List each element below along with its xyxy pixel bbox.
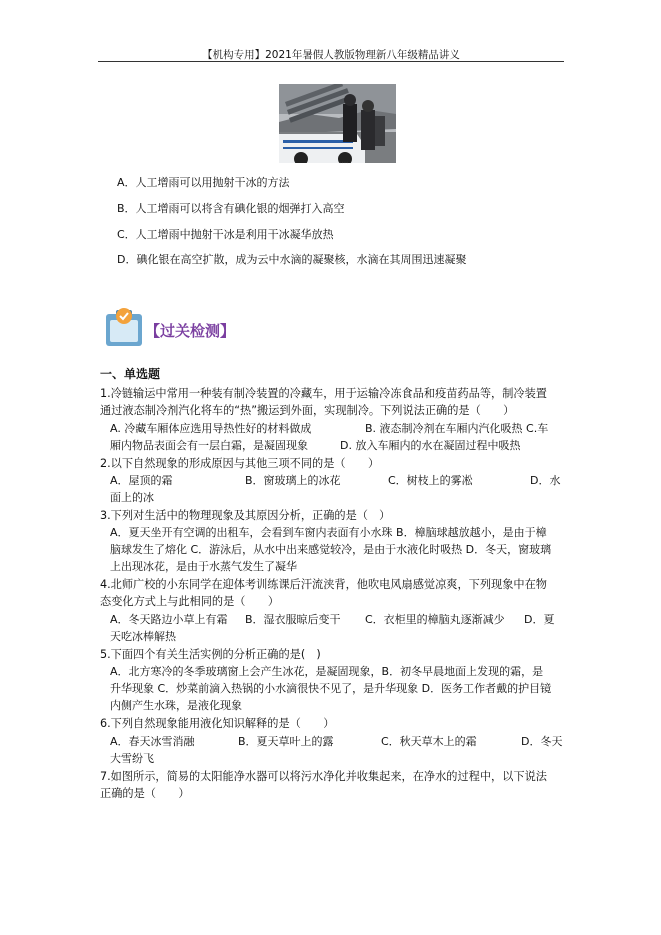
- q3-options-line-3: 上出现冰花，是由于水蒸气发生了凝华: [110, 560, 297, 573]
- option-a: A．人工增雨可以用抛射干冰的方法: [117, 176, 290, 189]
- q5-options-line-1: A．北方寒冷的冬季玻璃窗上会产生冰花，是凝固现象，B．初冬早晨地面上发现的霜，是: [110, 665, 544, 678]
- question-1-line-1: 1.冷链输运中常用一种装有制冷装置的冷藏车，用于运输冷冻食品和疫苗药品等，制冷装置: [100, 387, 547, 400]
- question-6: 6.下列自然现象能用液化知识解释的是（ ）: [100, 717, 335, 730]
- q2-option-a: A．屋顶的霜: [110, 474, 173, 487]
- q2-option-d-cont: 面上的冰: [110, 491, 154, 504]
- question-2: 2.以下自然现象的形成原因与其他三项不同的是（ ）: [100, 457, 380, 470]
- question-4-line-2: 态变化方式上与此相同的是（ ）: [100, 595, 280, 608]
- q1-option-c: 厢内物品表面会有一层白霜，是凝固现象: [110, 439, 308, 452]
- section-title: 一、单选题: [100, 367, 161, 381]
- option-b: B．人工增雨可以将含有碘化银的烟弹打入高空: [117, 202, 345, 215]
- q4-option-d: D．夏: [524, 613, 555, 626]
- q4-option-a: A．冬天路边小草上有霜: [110, 613, 228, 626]
- q2-option-c: C．树枝上的雾凇: [388, 474, 473, 487]
- q6-option-d-cont: 大雪纷飞: [110, 752, 154, 765]
- question-7-line-1: 7.如图所示，简易的太阳能净水器可以将污水净化并收集起来，在净水的过程中，以下说法: [100, 770, 547, 783]
- question-7-line-2: 正确的是（ ）: [100, 787, 190, 800]
- q1-option-a: A. 冷藏车厢体应选用导热性好的材料做成: [110, 422, 312, 435]
- question-1-line-2: 通过液态制冷剂汽化将车的“热”搬运到外面，实现制冷。下列说法正确的是（ ）: [100, 404, 515, 417]
- option-c: C．人工增雨中抛射干冰是利用干冰凝华放热: [117, 228, 334, 241]
- q1-option-b: B. 液态制冷剂在车厢内汽化吸热 C.车: [365, 422, 549, 435]
- q6-option-b: B．夏天草叶上的露: [238, 735, 334, 748]
- q3-options-line-1: A．夏天坐开有空调的出租车，会看到车窗内表面有小水珠 B．樟脑球越放越小，是由于樟: [110, 526, 547, 539]
- option-d: D．碘化银在高空扩散，成为云中水滴的凝聚核，水滴在其周围迅速凝聚: [117, 253, 467, 266]
- rain-rocket-photo: [279, 84, 396, 163]
- q4-option-c: C．衣柜里的樟脑丸逐渐减少: [365, 613, 505, 626]
- q3-options-line-2: 脑球发生了熔化 C．游泳后，从水中出来感觉较冷，是由于水液化时吸热 D．冬天，窗玻璃: [110, 543, 552, 556]
- q4-option-d-cont: 天吃冰棒解热: [110, 630, 176, 643]
- page-header: 【机构专用】2021年暑假人教版物理新八年级精品讲义: [202, 49, 460, 61]
- clipboard-check-icon: [104, 306, 144, 348]
- q1-option-d: D. 放入车厢内的水在凝固过程中吸热: [340, 439, 521, 452]
- question-3: 3.下列对生活中的物理现象及其原因分析，正确的是（ ）: [100, 509, 391, 522]
- q6-option-c: C．秋天草木上的霜: [381, 735, 477, 748]
- q2-option-b: B．窗玻璃上的冰花: [245, 474, 341, 487]
- question-4-line-1: 4.北师广校的小东同学在迎体考训练课后汗流浃背，他吹电风扇感觉凉爽，下列现象中在物: [100, 578, 547, 591]
- q5-options-line-2: 升华现象 C．炒菜前滴入热锅的小水滴很快不见了，是升华现象 D．医务工作者戴的护目镜: [110, 682, 552, 695]
- q5-options-line-3: 内侧产生水珠，是液化现象: [110, 699, 242, 712]
- q6-option-d: D．冬天: [521, 735, 563, 748]
- q2-option-d: D．水: [530, 474, 561, 487]
- q4-option-b: B．湿衣服晾后变干: [245, 613, 341, 626]
- q6-option-a: A．春天冰雪消融: [110, 735, 195, 748]
- question-5: 5.下面四个有关生活实例的分析正确的是( ): [100, 648, 321, 661]
- header-divider: [98, 61, 564, 62]
- section-banner-title: 【过关检测】: [145, 322, 236, 340]
- photo-caption: ◦◦◦◦: [339, 160, 349, 165]
